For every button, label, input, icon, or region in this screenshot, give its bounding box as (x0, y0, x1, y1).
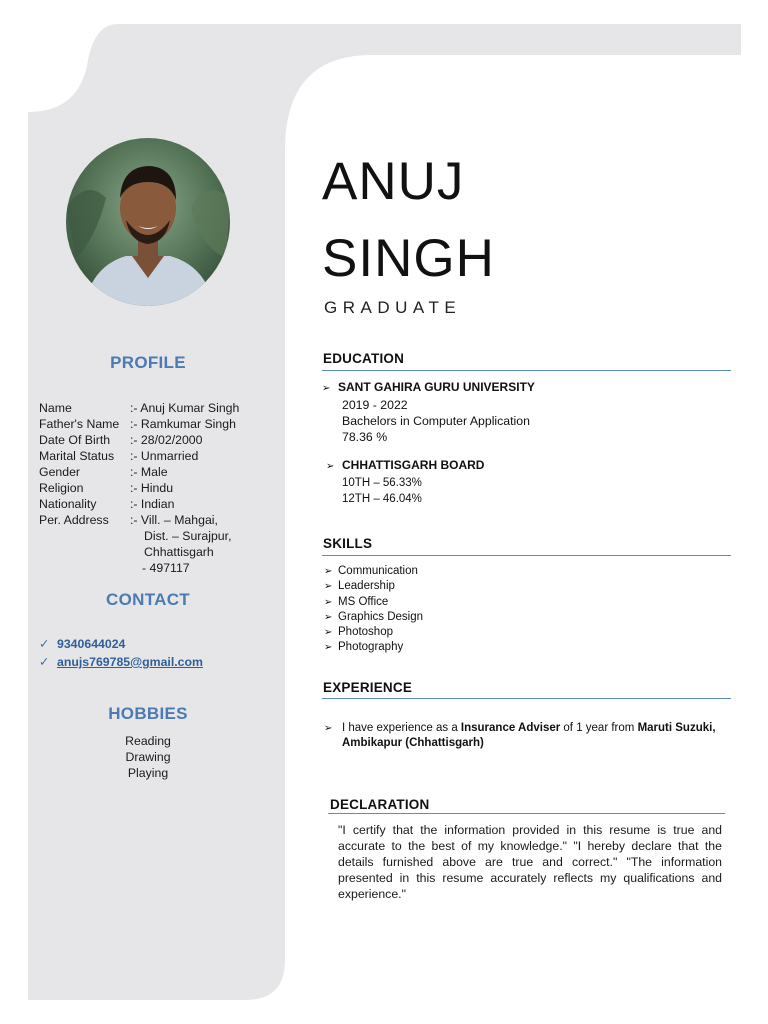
experience-heading: EXPERIENCE (323, 680, 413, 695)
address-text: Dist. – Surajpur, (144, 529, 232, 543)
education-entry (322, 379, 535, 445)
education-line: 10TH – 56.33% (342, 477, 422, 489)
profile-value: :- Anuj Kumar Singh (130, 401, 240, 415)
profile-row (39, 416, 239, 432)
profile-value: :- Unmarried (130, 449, 199, 463)
arrow-bullet-icon: ➢ (324, 566, 333, 577)
hobby-item: Playing (127, 766, 169, 780)
profile-label: Nationality (39, 497, 97, 511)
profile-label: Gender (39, 465, 81, 479)
skill-item: ➢ MS Office (324, 595, 423, 610)
profile-row (39, 496, 239, 512)
profile-value: :- Vill. – Mahgai, (130, 513, 218, 527)
arrow-bullet-icon: ➢ (324, 642, 333, 654)
arrow-bullet-icon: ➢ (324, 611, 333, 623)
profile-row (39, 464, 239, 480)
divider (322, 698, 731, 699)
profile-value: :- Ramkumar Singh (130, 417, 236, 431)
divider (322, 555, 731, 556)
profile-value: :- 28/02/2000 (130, 433, 203, 447)
address-line (39, 528, 239, 544)
institution-name: CHHATTISGARH BOARD (342, 458, 485, 472)
declaration-heading: DECLARATION (330, 797, 430, 812)
profile-details (39, 400, 239, 576)
education-line: 78.36 % (342, 430, 388, 444)
arrow-bullet-icon: ➢ (322, 383, 331, 394)
skills-heading: SKILLS (323, 536, 373, 551)
arrow-bullet-icon: ➢ (326, 461, 335, 472)
skill-item: ➢ Communication (324, 564, 423, 579)
contact-heading: CONTACT (106, 590, 190, 609)
profile-row (39, 432, 239, 448)
profile-row (39, 480, 239, 496)
contact-list (39, 635, 203, 671)
arrow-bullet-icon: ➢ (324, 581, 333, 593)
institution-name: SANT GAHIRA GURU UNIVERSITY (338, 380, 535, 394)
skills-list (324, 564, 423, 656)
profile-label: Name (39, 401, 72, 415)
hobbies-heading: HOBBIES (108, 704, 188, 723)
contact-email-row (39, 653, 203, 671)
profile-label: Per. Address (39, 513, 109, 527)
hobby-item: Drawing (125, 750, 171, 764)
last-name: SINGH (322, 229, 495, 288)
check-icon: ✓ (39, 655, 50, 669)
skill-item: ➢ Leadership (324, 579, 423, 594)
profile-value: :- Indian (130, 497, 175, 511)
hobby-item: Reading (125, 734, 171, 748)
experience-entry (324, 721, 729, 751)
profile-row (39, 448, 239, 464)
first-name: ANUJ (322, 152, 465, 211)
address-line (39, 560, 239, 576)
skill-item: ➢ Photography (324, 640, 423, 655)
education-entry (326, 457, 484, 507)
email-link[interactable]: anujs769785@gmail.com (57, 655, 203, 669)
education-line: Bachelors in Computer Application (342, 414, 530, 428)
address-text: Chhattisgarh (144, 545, 214, 559)
education-line: 12TH – 46.04% (342, 493, 422, 505)
job-title: GRADUATE (324, 298, 462, 317)
divider (322, 370, 731, 371)
address-line (39, 544, 239, 560)
arrow-bullet-icon: ➢ (324, 627, 333, 639)
arrow-bullet-icon: ➢ (324, 723, 333, 734)
contact-phone-row (39, 635, 203, 653)
check-icon: ✓ (39, 637, 50, 651)
skill-item: ➢ Graphics Design (324, 610, 423, 625)
profile-label: Religion (39, 481, 84, 495)
skill-item: ➢ Photoshop (324, 625, 423, 640)
address-text: - 497117 (142, 561, 190, 575)
profile-label: Date Of Birth (39, 433, 111, 447)
profile-value: :- Hindu (130, 481, 174, 495)
education-heading: EDUCATION (323, 351, 405, 366)
experience-text: I have experience as a Insurance Adviser of 1 year from Maruti Suzuki, Ambikapur (Chhattisgarh) (342, 722, 716, 749)
declaration-text: "I certify that the information provided in this resume is true and accurate to the best of my knowledge." "I hereby declare that the details furnished above are true and correct." "The information presented in this resume accurately reflects my qualifications and experience." (338, 823, 722, 901)
profile-value: :- Male (130, 465, 168, 479)
education-line: 2019 - 2022 (342, 398, 408, 412)
divider (328, 813, 725, 814)
profile-row (39, 400, 239, 416)
profile-label: Marital Status (39, 449, 115, 463)
hobbies-list (28, 733, 268, 781)
profile-row (39, 512, 239, 528)
arrow-bullet-icon: ➢ (324, 596, 333, 608)
phone-number: 9340644024 (57, 637, 126, 651)
profile-photo (66, 138, 230, 306)
profile-label: Father's Name (39, 417, 120, 431)
profile-heading: PROFILE (110, 353, 186, 372)
